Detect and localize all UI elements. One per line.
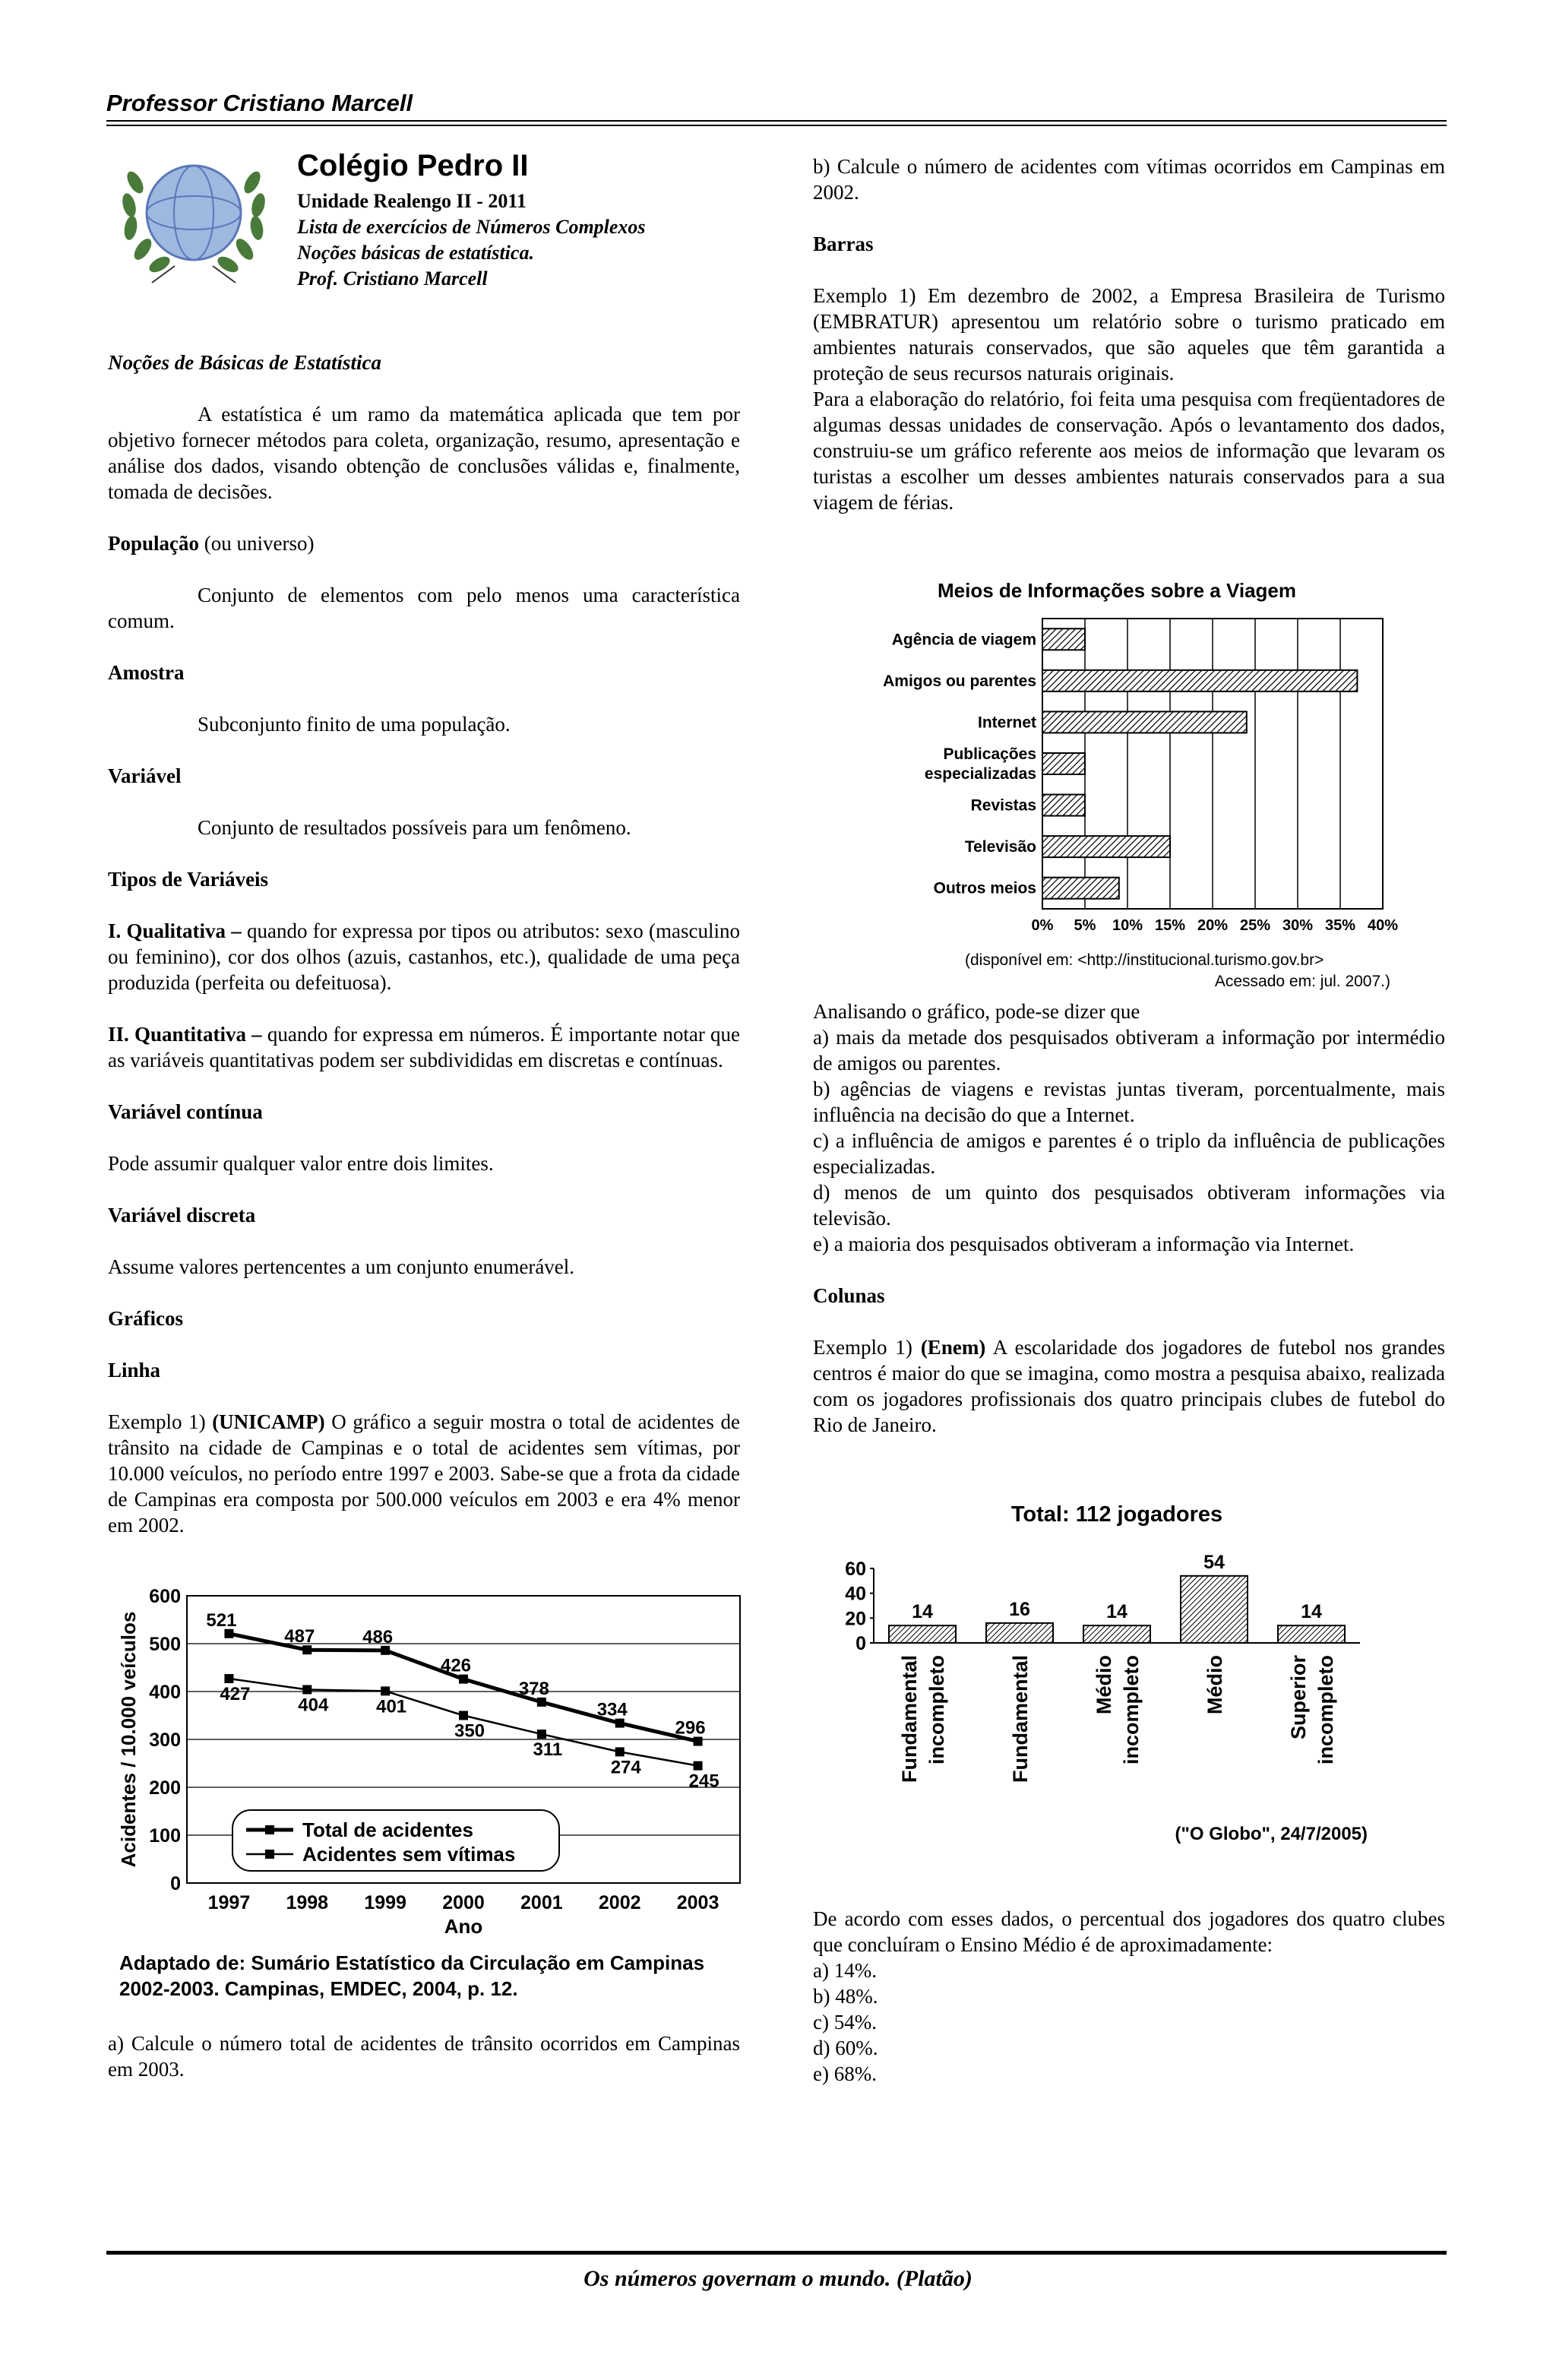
line-chart-caption bbox=[119, 1950, 750, 2002]
section-title: Noções de Básicas de Estatística bbox=[108, 351, 381, 374]
intro-paragraph: A estatística é um ramo da matemática aplicada que tem por objetivo fornecer métodos para coleta, organização, resumo, apresentação e análise dos dados, visando obtenção de conclusões válidas e, finalmente, tomada de decisões. bbox=[108, 403, 740, 503]
school-topic: Noções básicas de estatística. bbox=[297, 242, 534, 264]
bar bbox=[1042, 753, 1085, 774]
exemplo-colunas-paragraph: Exemplo 1) (Enem) A escolaridade dos jogadores de futebol nos grandes centros é maior do que se imagina, como mostra a pesquisa abaixo, realizada com os jogadores profissionais dos quatro principais clubes de futebol do Rio de Janeiro. bbox=[813, 1336, 1445, 1436]
data-point bbox=[537, 1730, 546, 1739]
x-tick-label: 5% bbox=[1074, 917, 1096, 934]
category-label: Fundamental bbox=[898, 1655, 921, 1783]
line-chart bbox=[112, 1585, 748, 1942]
option-c: c) a influência de amigos e parentes é o triplo da influência de publicações especializadas. bbox=[813, 1129, 1445, 1178]
column-value-label: 16 bbox=[1009, 1598, 1030, 1620]
answer-d: d) 60%. bbox=[813, 2037, 878, 2059]
data-label: 274 bbox=[610, 1757, 641, 1778]
variavel-def: Conjunto de resultados possíveis para um fenômeno. bbox=[198, 816, 631, 839]
column-chart-title: Total: 112 jogadores bbox=[1010, 1502, 1223, 1527]
column-bar bbox=[1083, 1625, 1150, 1643]
line-caption-1: Adaptado de: Sumário Estatístico da Circulação em Campinas bbox=[119, 1951, 705, 1974]
school-list: Lista de exercícios de Números Complexos bbox=[297, 216, 646, 238]
x-tick-label: 30% bbox=[1282, 917, 1314, 934]
category-label: Agência de viagem bbox=[891, 631, 1036, 649]
amostra-def: Subconjunto finito de uma população. bbox=[198, 713, 511, 736]
answer-e: e) 68%. bbox=[813, 2062, 877, 2085]
players-column-chart bbox=[828, 1494, 1375, 1859]
y-axis-label: Acidentes / 10.000 veículos bbox=[117, 1611, 140, 1868]
school-seal bbox=[114, 152, 274, 285]
exemplo-barras-p1: Exemplo 1) Em dezembro de 2002, a Empresa Brasileira de Turismo (EMBRATUR) apresentou um relatório sobre o turismo praticado em ambientes naturais conservados, que são aqueles que têm garantida a proteção de seus recursos naturais originais. bbox=[813, 284, 1445, 385]
header-rule bbox=[106, 120, 1447, 122]
footer-rule bbox=[106, 2251, 1447, 2255]
exemplo-barras-p2: Para a elaboração do relatório, foi feita uma pesquisa com freqüentadores de algumas dessas unidades de conservação. Após o levantamento dos dados, construiu-se um gráfico referente aos meios de informação que levaram os turistas a escolher um desses ambientes naturais conservados para a sua viagem de férias. bbox=[813, 388, 1445, 514]
data-label: 486 bbox=[362, 1626, 394, 1647]
x-tick-label: 0% bbox=[1031, 917, 1054, 934]
category-label: Médio bbox=[1203, 1655, 1226, 1714]
bar bbox=[1042, 878, 1119, 899]
exemplo-linha-paragraph: Exemplo 1) (UNICAMP) O gráfico a seguir mostra o total de acidentes de trânsito na cidade de Campinas e o total de acidentes sem vítimas, por 10.000 veículos, no período entre 1997 e 2003. Sabe-se que a frota da cidade de Campinas era composta por 500.000 veículos em 2003 e era 4% menor em 2002. bbox=[108, 1410, 740, 1537]
data-point bbox=[381, 1686, 390, 1695]
barras-heading: Barras bbox=[813, 233, 874, 255]
qualitativa-paragraph: I. Qualitativa – quando for expressa por tipos ou atributos: sexo (masculino ou feminino), cor dos olhos (azuis, castanhos, etc.), qualidade de uma peça produzida (perfeita ou defeituosa). bbox=[108, 919, 740, 994]
x-tick-label: 2003 bbox=[676, 1892, 719, 1913]
bar bbox=[1042, 711, 1247, 733]
bar bbox=[1042, 836, 1170, 857]
category-label: incompleto bbox=[1314, 1655, 1337, 1765]
x-tick-label: 40% bbox=[1367, 917, 1398, 934]
data-point bbox=[615, 1747, 625, 1756]
bar-source-1: (disponível em: <http://institucional.turismo.gov.br> bbox=[965, 951, 1324, 969]
quantitativa-paragraph: II. Quantitativa – quando for expressa em números. É importante notar que as variáveis quantitativas podem ser subdivididas em discretas e contínuas. bbox=[108, 1023, 741, 1071]
bar bbox=[1042, 670, 1357, 692]
data-label: 426 bbox=[440, 1655, 472, 1676]
x-tick-label: 10% bbox=[1112, 917, 1143, 934]
category-label: Revistas bbox=[970, 796, 1036, 815]
data-label: 521 bbox=[206, 1609, 237, 1631]
data-label: 378 bbox=[518, 1678, 549, 1699]
y-tick-label: 300 bbox=[149, 1730, 181, 1751]
school-prof: Prof. Cristiano Marcell bbox=[297, 267, 488, 290]
x-tick-label: 35% bbox=[1324, 917, 1356, 934]
x-tick-label: 15% bbox=[1154, 917, 1186, 934]
line-caption-2: 2002-2003. Campinas, EMDEC, 2004, p. 12. bbox=[119, 1977, 518, 2000]
x-tick-label: 1998 bbox=[286, 1892, 329, 1913]
tipos-heading: Tipos de Variáveis bbox=[108, 868, 269, 891]
x-tick-label: 2002 bbox=[598, 1892, 641, 1913]
school-name: Colégio Pedro II bbox=[297, 149, 529, 182]
column-value-label: 54 bbox=[1203, 1551, 1225, 1573]
x-tick-label: 20% bbox=[1197, 917, 1229, 934]
header-author: Professor Cristiano Marcell bbox=[106, 90, 413, 116]
category-label: incompleto bbox=[1120, 1655, 1143, 1765]
variavel-heading: Variável bbox=[108, 764, 182, 787]
category-label: Outros meios bbox=[933, 879, 1036, 897]
category-label: Fundamental bbox=[1009, 1655, 1032, 1783]
column-chart-source: ("O Globo", 24/7/2005) bbox=[1175, 1824, 1368, 1844]
category-label: Superior bbox=[1287, 1655, 1310, 1740]
y-tick-label: 0 bbox=[170, 1873, 181, 1894]
category-label: Televisão bbox=[964, 838, 1036, 856]
y-tick-label: 0 bbox=[855, 1633, 866, 1654]
data-label: 334 bbox=[596, 1699, 628, 1720]
school-info bbox=[297, 188, 646, 292]
category-label: Publicações bbox=[943, 745, 1036, 763]
answer-b: b) 48%. bbox=[813, 1985, 878, 2008]
left-column bbox=[108, 350, 740, 1538]
data-label: 404 bbox=[298, 1695, 329, 1716]
category-label: Amigos ou parentes bbox=[883, 672, 1036, 690]
x-axis-label: Ano bbox=[444, 1915, 483, 1938]
column-bar bbox=[889, 1625, 956, 1643]
right-column-top bbox=[813, 153, 1445, 515]
question-b: b) Calcule o número de acidentes com vítimas ocorridos em Campinas em 2002. bbox=[813, 155, 1445, 204]
graficos-heading: Gráficos bbox=[108, 1307, 183, 1330]
y-tick-label: 40 bbox=[845, 1583, 866, 1605]
answer-c: c) 54%. bbox=[813, 2011, 877, 2033]
data-label: 401 bbox=[376, 1696, 407, 1717]
discreta-def: Assume valores pertencentes a um conjunto enumerável. bbox=[108, 1255, 575, 1278]
bar bbox=[1042, 628, 1085, 650]
category-label: incompleto bbox=[925, 1655, 948, 1765]
y-tick-label: 60 bbox=[845, 1559, 866, 1580]
footer-quote: Os números governam o mundo. (Platão) bbox=[584, 2266, 972, 2291]
x-tick-label: 1997 bbox=[207, 1892, 251, 1913]
colunas-heading: Colunas bbox=[813, 1284, 885, 1307]
populacao-def: Conjunto de elementos com pelo menos uma característica comum. bbox=[108, 584, 740, 632]
amostra-heading: Amostra bbox=[108, 661, 185, 684]
right-column-bottom bbox=[813, 1906, 1445, 2087]
x-tick-label: 2000 bbox=[442, 1892, 485, 1913]
bar-source-2: Acessado em: jul. 2007.) bbox=[1214, 973, 1390, 990]
linha-heading: Linha bbox=[108, 1359, 161, 1381]
continua-def: Pode assumir qualquer valor entre dois limites. bbox=[108, 1152, 494, 1175]
data-label: 245 bbox=[688, 1771, 719, 1792]
legend-label: Acidentes sem vítimas bbox=[302, 1843, 516, 1866]
info-bar-chart bbox=[836, 571, 1398, 945]
bar bbox=[1042, 795, 1085, 816]
option-d: d) menos de um quinto dos pesquisados obtiveram informações via televisão. bbox=[813, 1181, 1445, 1230]
globe bbox=[147, 166, 241, 260]
data-label: 427 bbox=[220, 1683, 251, 1704]
right-column-mid bbox=[813, 999, 1445, 1438]
bar-chart-source bbox=[965, 950, 1390, 992]
category-label: Internet bbox=[977, 714, 1036, 732]
category-label: especializadas bbox=[924, 765, 1036, 783]
x-tick-label: 2001 bbox=[520, 1892, 563, 1913]
y-tick-label: 100 bbox=[149, 1825, 181, 1847]
column-bar bbox=[1181, 1576, 1248, 1643]
bar-chart-title: Meios de Informações sobre a Viagem bbox=[937, 579, 1297, 602]
data-point bbox=[694, 1761, 703, 1771]
data-label: 350 bbox=[454, 1720, 485, 1742]
y-tick-label: 200 bbox=[149, 1777, 181, 1799]
y-tick-label: 20 bbox=[845, 1608, 866, 1630]
column-question: De acordo com esses dados, o percentual dos jogadores dos quatro clubes que concluíram o Ensino Médio é de aproximadamente: bbox=[813, 1907, 1445, 1956]
y-tick-label: 600 bbox=[149, 1586, 181, 1607]
column-bar bbox=[1278, 1625, 1345, 1643]
legend-label: Total de acidentes bbox=[302, 1818, 473, 1841]
discreta-heading: Variável discreta bbox=[108, 1204, 256, 1226]
data-point bbox=[459, 1711, 468, 1720]
column-value-label: 14 bbox=[912, 1601, 933, 1623]
answer-a: a) 14%. bbox=[813, 1959, 877, 1982]
y-tick-label: 400 bbox=[149, 1682, 181, 1703]
category-label: Médio bbox=[1093, 1655, 1115, 1714]
x-tick-label: 25% bbox=[1239, 917, 1271, 934]
option-e: e) a maioria dos pesquisados obtiveram a informação via Internet. bbox=[813, 1233, 1355, 1255]
option-b: b) agências de viagens e revistas juntas tiveram, porcentualmente, mais influência na decisão do que a Internet. bbox=[813, 1078, 1445, 1126]
question-a: a) Calcule o número total de acidentes de trânsito ocorridos em Campinas em 2003. bbox=[108, 2032, 740, 2081]
column-value-label: 14 bbox=[1301, 1601, 1322, 1623]
column-bar bbox=[986, 1623, 1053, 1643]
x-tick-label: 1999 bbox=[364, 1892, 406, 1913]
populacao-heading: População (ou universo) bbox=[108, 532, 315, 555]
data-label: 487 bbox=[284, 1626, 315, 1647]
legend-marker bbox=[265, 1825, 274, 1834]
option-a: a) mais da metade dos pesquisados obtiveram a informação por intermédio de amigos ou parentes. bbox=[813, 1026, 1445, 1074]
column-value-label: 14 bbox=[1106, 1601, 1127, 1623]
continua-heading: Variável contínua bbox=[108, 1100, 263, 1123]
school-unit: Unidade Realengo II - 2011 bbox=[297, 190, 527, 212]
y-tick-label: 500 bbox=[149, 1634, 181, 1655]
analise-text: Analisando o gráfico, pode-se dizer que bbox=[813, 1000, 1140, 1023]
legend-marker bbox=[265, 1850, 274, 1859]
data-label: 296 bbox=[675, 1717, 706, 1739]
data-point bbox=[302, 1685, 312, 1694]
header-rule-2 bbox=[106, 125, 1447, 126]
data-point bbox=[224, 1674, 233, 1683]
data-label: 311 bbox=[533, 1739, 563, 1761]
